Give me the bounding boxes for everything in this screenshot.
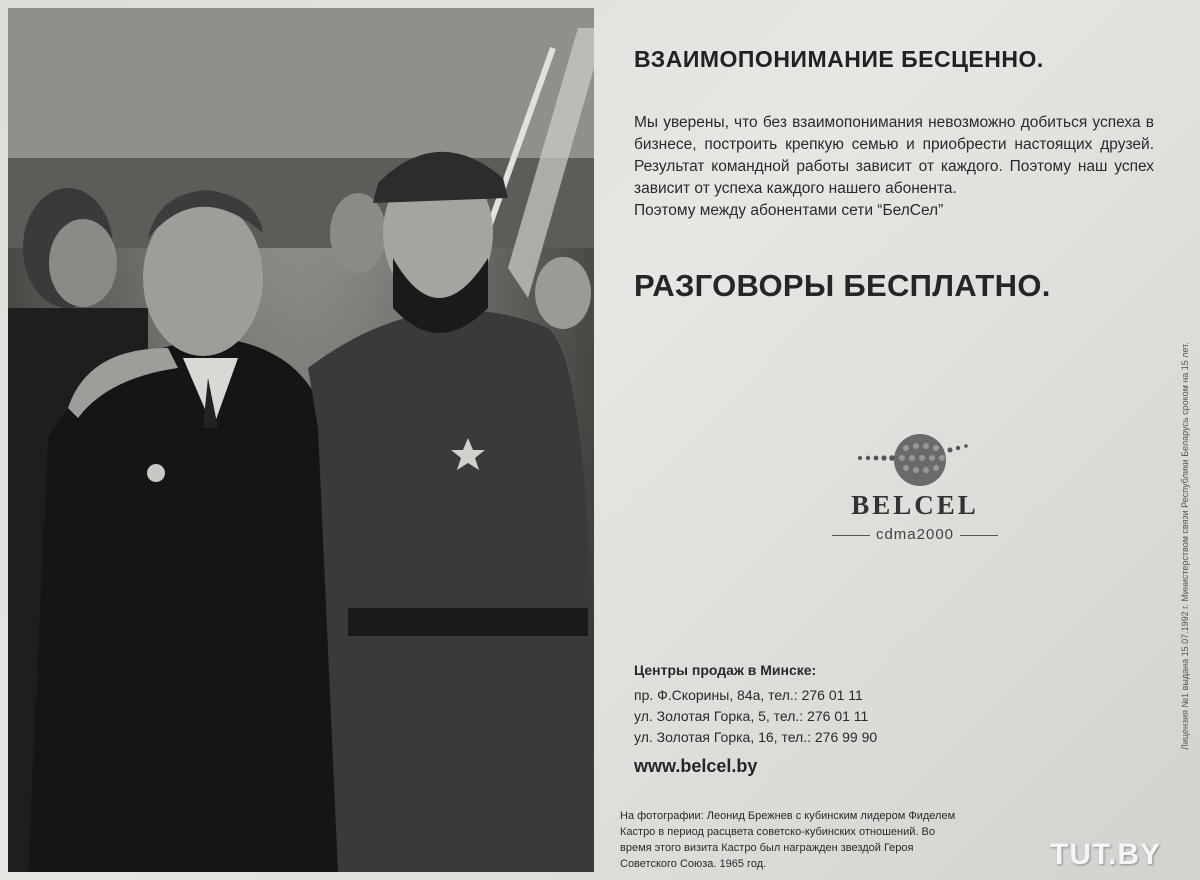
advertisement	[600, 8, 1166, 872]
tutby-watermark: TUT.BY	[1050, 838, 1161, 871]
sales-title: Центры продаж в Минске:	[634, 662, 817, 678]
sales-address: пр. Ф.Скорины, 84а, тел.: 276 01 11	[634, 687, 863, 703]
headline: ВЗАИМОПОНИМАНИЕ БЕСЦЕННО.	[634, 46, 1044, 72]
body-text	[634, 112, 1154, 222]
sales-centers	[634, 660, 994, 748]
sales-address: ул. Золотая Горка, 16, тел.: 276 99 90	[634, 729, 878, 745]
slogan: РАЗГОВОРЫ БЕСПЛАТНО.	[634, 268, 1051, 303]
logo-subtitle: cdma2000	[810, 526, 1020, 543]
globe-icon	[810, 428, 1020, 492]
archival-photo	[8, 8, 594, 872]
body-paragraph: Мы уверены, что без взаимопонимания невозможно добиться успеха в бизнесе, построить крепкую семью и приобрести настоящих друзей. Результат командной работы зависит от каждого. Поэтому наш успех зависит от успеха каждого нашего абонента.	[634, 114, 1154, 197]
photo-caption: На фотографии: Леонид Брежнев с кубинским лидером Фиделем Кастро в период расцвета советско-кубинских отношений. Во время этого визита Кастро был награжден звездой Героя Советского Союза. 1965 год.	[620, 810, 956, 870]
license-note	[1170, 330, 1190, 750]
logo-wordmark: BELCEL	[851, 490, 979, 520]
belcel-logo	[810, 428, 1020, 558]
website-link[interactable]: www.belcel.by	[634, 756, 758, 776]
sales-address: ул. Золотая Горка, 5, тел.: 276 01 11	[634, 708, 869, 724]
photo-illustration	[8, 8, 594, 872]
body-last-line: Поэтому между абонентами сети “БелСел”	[634, 202, 944, 219]
license-text: Лицензия №1 выдана 15.07.1992 г. Министерством связи Республики Беларусь сроком на 15 лет.	[1180, 342, 1190, 750]
